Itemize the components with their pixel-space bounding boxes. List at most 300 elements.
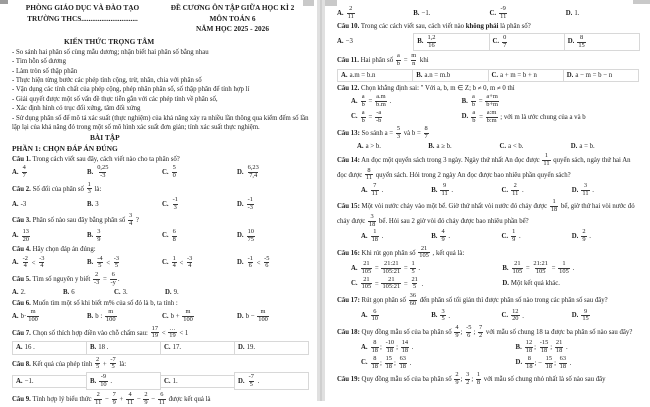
- option-key: C.: [491, 71, 499, 79]
- fraction: $\frac{21}{18}$: [555, 339, 563, 355]
- option-c: [502, 309, 572, 323]
- fraction: $\frac{-1}{-3}$: [247, 196, 253, 211]
- option-text: 16 .: [24, 344, 35, 352]
- option-text: 17.: [172, 344, 182, 352]
- question-label: Câu 11.: [337, 57, 359, 65]
- question-label: Câu 7.: [12, 329, 31, 337]
- option-key: D.: [502, 280, 509, 288]
- document-header: [12, 3, 312, 35]
- option-key: A.: [361, 232, 368, 240]
- option-c: [162, 165, 237, 179]
- question: [337, 325, 642, 370]
- option-text: a.m = b.n: [349, 71, 376, 79]
- option-d: [566, 9, 642, 18]
- question-label: Câu 16:: [337, 249, 360, 257]
- option-d: [572, 309, 642, 323]
- question-text: Câu 8. Kết quả của phép tính $\frac{2}{5}$ + $\frac{-7}{5}$ là:: [12, 355, 127, 371]
- options-row: [337, 261, 642, 275]
- option-d: [572, 183, 642, 197]
- question: [337, 199, 642, 243]
- fraction: $\frac{8}{7}$: [424, 125, 428, 141]
- fraction: $\frac{9}{11}$: [441, 182, 448, 197]
- fraction: $\frac{8}{18}$: [371, 354, 378, 370]
- option-text: [171, 165, 178, 179]
- fraction: $\frac{21}{105:21}$: [382, 275, 401, 291]
- option-key: C.: [501, 232, 509, 240]
- fraction: $\frac{-10}{18}$: [385, 339, 395, 355]
- option-text: 18 .: [98, 344, 109, 352]
- fraction: $\frac{21}{105}$: [419, 244, 429, 260]
- option-key: B.: [87, 200, 94, 208]
- question: [12, 392, 312, 406]
- option-text: a ≥ b.: [436, 142, 452, 150]
- option-key: D.: [461, 113, 469, 121]
- question: [337, 372, 642, 386]
- option-a: [12, 256, 87, 270]
- question-label: Câu 10.: [337, 23, 360, 31]
- question: [337, 53, 642, 82]
- option-text: $\frac{8}{18}$ ; $\frac{15}{18}$ ; $\frac{63}{18}$ .: [371, 354, 412, 370]
- option-text: 3: [95, 200, 99, 208]
- option-b: [87, 229, 162, 243]
- option-text: a = b.: [579, 142, 595, 150]
- option-key: C.: [501, 312, 509, 320]
- options-row: [12, 229, 312, 243]
- option-b: [462, 94, 642, 108]
- question: [12, 182, 312, 212]
- part1-title: PHẦN 1: CHỌN ĐÁP ÁN ĐÚNG: [12, 143, 118, 153]
- fraction: $\frac{8}{18}$: [371, 339, 378, 355]
- option-text: 2.: [20, 288, 26, 296]
- option-b: [87, 200, 162, 209]
- option-key: B.: [431, 186, 438, 194]
- fraction: $\frac{6}{-y}$: [110, 271, 116, 286]
- fraction: $\frac{5}{0}$: [172, 164, 176, 179]
- options-row: [12, 372, 312, 390]
- options-row: [337, 110, 642, 124]
- option-a: [337, 6, 413, 20]
- option-key: D.: [237, 168, 244, 176]
- option-d: [237, 165, 312, 179]
- options-row: [12, 256, 312, 270]
- option-key: D.: [570, 142, 578, 150]
- option-d: [571, 142, 642, 151]
- fraction: $\frac{3}{9}$: [97, 227, 101, 243]
- questions-column-left: [12, 155, 312, 407]
- option-c: [160, 341, 235, 354]
- option-key: D.: [515, 359, 523, 367]
- option-b: [516, 340, 642, 354]
- option-d: [237, 309, 312, 323]
- question: [12, 245, 312, 270]
- fraction: $\frac{-3}{4}$: [187, 254, 193, 270]
- option-text: $\frac{1}{4}$ < $\frac{-3}{4}$: [172, 254, 193, 270]
- question-text: Câu 12. Chọn khẳng định sai: " Với a, b, m ∈ Z; b ≠ 0, m ≠ 0 thì: [337, 85, 515, 93]
- knowledge-item: - Xác định hình có trục đối xứng, tâm đối xứng: [12, 105, 141, 113]
- question: [12, 326, 312, 355]
- fraction: $\frac{-15}{18}$: [539, 339, 549, 355]
- option-a: [12, 375, 87, 388]
- option-key: C.: [162, 259, 169, 267]
- question-text: Câu 9. Tính hợp lý biểu thức $\frac{2}{11}$ − $\frac{7}{9}$ + $\frac{4}{11}$ − $\frac{2}{9}$ − $\frac{6}{11}$ được kết quả là: [12, 391, 211, 407]
- option-text: [246, 165, 261, 179]
- options-row: [12, 165, 312, 179]
- options-row: [12, 197, 312, 211]
- option-text: b − $\frac{m}{100}$: [245, 308, 268, 324]
- option-key: B.: [90, 377, 97, 385]
- option-a: [361, 229, 431, 243]
- question: [337, 153, 642, 197]
- option-text: $\frac{-2}{4}$ < $\frac{-3}{4}$: [22, 254, 45, 270]
- fraction: $\frac{21}{105}$: [361, 275, 372, 291]
- option-key: A.: [361, 186, 368, 194]
- option-key: C.: [501, 186, 509, 194]
- option-c: [162, 309, 237, 323]
- fraction: $\frac{1}{5}$: [411, 260, 415, 275]
- fraction: $\frac{6}{11}$: [158, 391, 165, 407]
- fraction: $\frac{21}{105}$: [361, 260, 372, 275]
- option-d: [564, 33, 640, 51]
- option-c: [160, 375, 235, 388]
- option-text: $\frac{2}{9}$ .: [582, 228, 591, 244]
- question: [337, 22, 642, 51]
- question: [12, 272, 312, 297]
- fraction: $\frac{3}{11}$: [582, 182, 589, 197]
- option-text: 3.: [122, 288, 128, 296]
- fraction: $\frac{a}{b}$: [361, 93, 365, 109]
- option-text: b : $\frac{m}{100}$: [95, 308, 116, 324]
- option-key: A.: [351, 97, 358, 105]
- fraction: $\frac{2}{9}$: [455, 371, 459, 386]
- options-row: [337, 340, 642, 354]
- options-row: [337, 33, 642, 51]
- option-text: $\frac{2}{11}$ .: [512, 182, 524, 197]
- option-d: [234, 372, 309, 390]
- question: [12, 299, 312, 324]
- fraction: $\frac{36}{60}$: [409, 292, 417, 307]
- option-key: A.: [361, 343, 368, 351]
- option-text: $\frac{1}{18}$ .: [371, 228, 384, 244]
- question-label: Câu 4.: [12, 246, 31, 254]
- option-key: D.: [237, 259, 244, 267]
- option-text: $\frac{8}{18}$ ; − $\frac{15}{18}$ ; $\frac{63}{18}$ .: [526, 354, 572, 370]
- question-label: Câu 18:: [337, 328, 360, 336]
- option-key: D.: [567, 38, 575, 46]
- option-key: A.: [12, 259, 19, 267]
- fraction: $\frac{-a}{-b}$: [376, 108, 382, 124]
- option-a: [337, 69, 413, 82]
- question-text: Câu 19: Quy đồng mẫu số của ba phân số $\frac{2}{9}$ ; $\frac{3}{2}$ ; $\frac{1}{8}$ với mẫu số chung nhỏ nhất là số nào sau đây: [337, 371, 606, 386]
- option-a: [12, 309, 87, 323]
- option-b: [63, 288, 114, 297]
- option-c: [500, 142, 571, 151]
- option-text: -3: [20, 200, 27, 208]
- option-text: [21, 165, 28, 179]
- fraction: $\frac{21:21}{105}$: [533, 260, 548, 275]
- option-text: a > b.: [365, 142, 381, 150]
- option-key: B.: [502, 264, 509, 272]
- knowledge-item: - Vận dụng các tính chất của phép cộng, phép nhân phân số, số thập phân để tính hợp lí: [12, 86, 250, 94]
- option-key: B.: [515, 343, 522, 351]
- question: [12, 213, 312, 243]
- option-text: [246, 229, 256, 243]
- page-gutter-line: [320, 0, 322, 401]
- fraction: $\frac{a:m}{b:m}$: [486, 108, 497, 124]
- option-key: C.: [492, 38, 500, 46]
- fraction: $\frac{a.m}{b.m}$: [376, 93, 386, 109]
- option-key: C.: [162, 312, 169, 320]
- option-b: [86, 372, 161, 390]
- fraction: $\frac{7}{9}$: [112, 391, 116, 407]
- page-2: [325, 0, 650, 401]
- option-key: D.: [571, 186, 579, 194]
- option-key: B.: [87, 168, 94, 176]
- question: [337, 6, 642, 20]
- option-c: [351, 277, 502, 291]
- fraction: $\frac{-1}{3}$: [172, 196, 178, 211]
- option-b: [413, 9, 489, 18]
- question-label: Câu 14:: [337, 156, 360, 164]
- fraction: $\frac{2}{11}$: [512, 182, 519, 197]
- question-text: Câu 11. Hai phân số $\frac{a}{b}$ = $\frac{m}{n}$ khi: [337, 52, 429, 67]
- option-text: $\frac{7}{11}$ .: [371, 182, 384, 197]
- options-row: [337, 183, 642, 197]
- option-key: C.: [164, 344, 171, 352]
- fraction: $\frac{2}{11}$: [347, 5, 354, 20]
- option-a: [351, 94, 462, 108]
- option-text: $\frac{8}{18}$ ; $\frac{-10}{18}$ ; $\frac{14}{18}$ .: [371, 339, 414, 355]
- question-text: Câu 18: Quy đồng mẫu số của ba phân số $\frac{4}{9}$ ; $\frac{-5}{6}$ ; $\frac{7}{2}$ với mẫu số chung 18 ta được ba phân số nào sau đây?: [337, 323, 633, 339]
- option-text: $\frac{12}{20}$ .: [512, 307, 524, 323]
- option-text: [580, 309, 590, 323]
- fraction: $\frac{4}{7}$: [22, 164, 26, 179]
- fraction: $\frac{2}{-3}$: [93, 271, 100, 286]
- fraction: $\frac{-7}{5}$: [248, 373, 254, 388]
- option-c: [114, 288, 165, 297]
- option-d: [237, 197, 312, 211]
- option-c: [488, 69, 564, 82]
- option-b: [502, 261, 642, 275]
- fraction: $\frac{-3}{5}$: [113, 254, 120, 270]
- option-c: [162, 197, 237, 211]
- options-row: [337, 69, 642, 82]
- option-text: b· $\frac{m}{100}$: [20, 308, 38, 324]
- fraction: $\frac{15}{18}$: [385, 354, 392, 370]
- fraction: $\frac{4}{11}$: [127, 391, 134, 407]
- options-row: [337, 94, 642, 108]
- option-b: [412, 69, 488, 82]
- option-key: A.: [12, 200, 19, 208]
- option-a: [361, 183, 431, 197]
- fraction: $\frac{21:21}{105:21}$: [382, 260, 401, 275]
- fraction: $\frac{15}{18}$: [545, 354, 553, 370]
- option-text: [501, 35, 508, 49]
- options-row: [12, 341, 312, 354]
- option-key: C.: [489, 9, 497, 17]
- options-row: [12, 288, 216, 297]
- option-key: A.: [16, 377, 23, 385]
- option-text: $\frac{-9}{10}$ .: [100, 373, 113, 388]
- option-d: [516, 356, 642, 370]
- options-row: [337, 142, 642, 151]
- fraction: $\frac{a}{b}$: [396, 52, 400, 67]
- option-key: B.: [431, 312, 438, 320]
- question-text: Câu 10. Trong các cách viết sau, cách viết nào không phải là phân số?: [337, 23, 531, 31]
- fraction: $\frac{m}{100}$: [105, 308, 116, 324]
- option-key: A.: [12, 232, 19, 240]
- document-subject: MÔN TOÁN 6: [209, 13, 256, 23]
- option-text: $\frac{3}{11}$ .: [582, 182, 594, 197]
- header-department-line1: PHÒNG GIÁO DỤC VÀ ĐÀO TẠO: [25, 3, 140, 12]
- option-key: D.: [237, 312, 244, 320]
- question-label: Câu 9.: [12, 396, 31, 404]
- page-1: [0, 0, 318, 407]
- option-key: A.: [337, 38, 344, 46]
- fraction: $\frac{6,23}{7,4}$: [247, 164, 259, 179]
- fraction: $\frac{63}{18}$: [559, 354, 567, 370]
- option-key: C.: [361, 359, 368, 367]
- option-key: B.: [461, 97, 468, 105]
- fraction: $\frac{3}{5}$: [441, 307, 445, 323]
- option-text: b + $\frac{m}{100}$: [170, 308, 193, 324]
- option-text: $\frac{21}{105}$ = $\frac{21:21}{105:21}$ = $\frac{1}{5}$ .: [361, 260, 421, 275]
- option-d: [237, 256, 312, 270]
- fraction: $\frac{2}{9}$: [144, 391, 148, 407]
- option-key: B.: [87, 232, 94, 240]
- option-c: [162, 229, 237, 243]
- option-c: [162, 256, 237, 270]
- fraction: $\frac{-9}{10}$: [100, 373, 107, 388]
- option-text: $\frac{-1}{6}$ < $\frac{-5}{6}$: [247, 254, 270, 270]
- knowledge-item: - Sử dụng phân số để mô tả xác suất (thực nghiệm) của khả năng xảy ra nhiều lần thông qua kiểm đếm số lần lặp lại của khả năng đó trong một số mô hình xác suất đơn giản; tính xác suất thực nghiệm.: [12, 114, 309, 131]
- fraction: $\frac{8}{15}$: [578, 33, 585, 49]
- option-key: B.: [416, 71, 423, 79]
- fraction: $\frac{12}{20}$: [512, 307, 519, 323]
- option-a: [12, 200, 87, 209]
- option-key: D.: [571, 312, 579, 320]
- question-label: Câu 17:: [337, 296, 360, 304]
- option-a: [361, 309, 431, 323]
- option-text: $\frac{3}{5}$ .: [441, 307, 451, 323]
- question-text: Câu 4. Hãy chọn đáp án đúng:: [12, 246, 96, 254]
- fraction: $\frac{7}{11}$: [371, 182, 378, 197]
- option-text: a < b.: [508, 142, 524, 150]
- option-key: B.: [87, 312, 94, 320]
- option-d: [462, 110, 642, 124]
- knowledge-item: - Thực hiện từng bước các phép tính cộng, trừ, nhân, chia với phân số: [12, 77, 202, 85]
- option-text: [171, 229, 178, 243]
- option-key: D.: [565, 9, 573, 17]
- option-key: A.: [16, 344, 23, 352]
- option-key: A.: [12, 288, 19, 296]
- option-key: B.: [90, 344, 97, 352]
- question-text: Câu 14: An đọc một quyển sách trong 3 ngày. Ngày thứ nhất An đọc được $\frac{1}{11}$ quyển sách, ngày thứ hai An đọc được $\frac{8}{11}$ quyển sách. Hỏi trong 2 ngày An đọc được bao nhiêu phần quyển sách?: [337, 152, 631, 182]
- fraction: $\frac{1,2}{16}$: [427, 33, 436, 49]
- option-text: 6: [71, 288, 75, 296]
- fraction: $\frac{2}{9}$: [582, 228, 586, 244]
- option-a: [12, 341, 87, 354]
- option-key: D.: [237, 200, 244, 208]
- fraction: $\frac{-7}{5}$: [110, 355, 116, 371]
- fraction: $\frac{1}{9}$: [512, 228, 516, 244]
- fraction: $\frac{12}{18}$: [525, 339, 533, 355]
- question-label: Câu 2.: [12, 185, 31, 193]
- fraction: $\frac{0}{7}$: [503, 33, 507, 49]
- fraction: $\frac{4}{9}$: [441, 228, 445, 244]
- option-d: [237, 229, 312, 243]
- option-key: D.: [238, 377, 245, 385]
- options-row: [12, 309, 312, 323]
- option-c: [489, 33, 565, 51]
- option-text: −3: [345, 38, 353, 46]
- option-text: [498, 6, 508, 20]
- option-d: [234, 341, 309, 354]
- fraction: $\frac{1}{18}$: [371, 228, 378, 244]
- option-a: [351, 261, 502, 275]
- knowledge-item: - Giải quyết được một số vấn đề thực tiễn gắn với các phép tính về phân số,: [12, 95, 218, 103]
- options-row: [337, 356, 642, 370]
- option-key: D.: [238, 344, 245, 352]
- fraction: $\frac{6}{10}$: [371, 307, 378, 323]
- question-label: Câu 13:: [337, 130, 360, 138]
- option-c: [490, 6, 566, 20]
- option-text: 9.: [173, 288, 179, 296]
- question-text: Câu 15: Một vòi nước chảy vào một bể. Giờ thứ nhất vòi nước đó chảy được $\frac{1}{18}$ bể, giờ thứ hai vòi nước đó chảy được $\frac{3}{18}$ bể. Hỏi sau 2 giờ vòi đó chảy được bao nhiêu phần bể?: [337, 198, 635, 228]
- option-text: Một kết quả khác.: [510, 280, 560, 288]
- option-key: A.: [337, 9, 344, 17]
- question-text: Câu 13: So sánh a = $\frac{5}{3}$ và b = $\frac{8}{7}$: [337, 125, 428, 141]
- option-text: $\frac{9}{11}$ .: [441, 182, 454, 197]
- fraction: $\frac{-1}{6}$: [247, 254, 253, 270]
- option-key: C.: [162, 200, 169, 208]
- fraction: $\frac{-5}{6}$: [466, 323, 472, 339]
- fraction: $\frac{2}{5}$: [95, 355, 100, 371]
- option-text: $\frac{21}{105}$ = $\frac{21:21}{105}$ = $\frac{1}{105}$ .: [512, 260, 575, 275]
- option-b: [431, 229, 501, 243]
- fraction: $\frac{21}{5}$: [411, 275, 418, 291]
- questions-column-right: [337, 6, 642, 387]
- question-text: Câu 3. Phân số nào sau đây bằng phân số $\frac{3}{4}$ ?: [12, 212, 139, 228]
- options-row: [337, 229, 642, 243]
- option-c: [502, 183, 572, 197]
- option-a: [337, 37, 413, 46]
- fraction: $\frac{a}{b}$: [361, 108, 365, 124]
- option-text: [425, 35, 437, 49]
- knowledge-item: - Tìm hỗn số dương: [12, 58, 66, 66]
- option-text: [95, 165, 110, 179]
- option-text: −1.: [421, 9, 431, 17]
- fraction: $\frac{17}{19}$: [151, 324, 159, 340]
- option-text: $\frac{-4}{5}$ < $\frac{-3}{5}$: [97, 254, 120, 270]
- option-text: [370, 309, 380, 323]
- fraction: $\frac{14}{18}$: [401, 339, 409, 355]
- option-b: [413, 33, 489, 51]
- question: [12, 155, 312, 180]
- question: [12, 357, 312, 391]
- fraction: $\frac{m}{100}$: [258, 308, 268, 324]
- option-d: [502, 279, 642, 288]
- header-school-line: TRƯỜNG THCS...............................: [27, 13, 138, 23]
- option-b: [87, 165, 162, 179]
- option-b: [431, 183, 501, 197]
- fraction: $\frac{1}{3}$: [87, 180, 91, 196]
- knowledge-section-title: KIẾN THỨC TRỌNG TÂM: [64, 36, 155, 46]
- option-text: [21, 229, 31, 243]
- option-text: [576, 35, 586, 49]
- option-c: [351, 110, 462, 124]
- question-label: Câu 1.: [12, 155, 31, 163]
- options-row: [337, 309, 642, 323]
